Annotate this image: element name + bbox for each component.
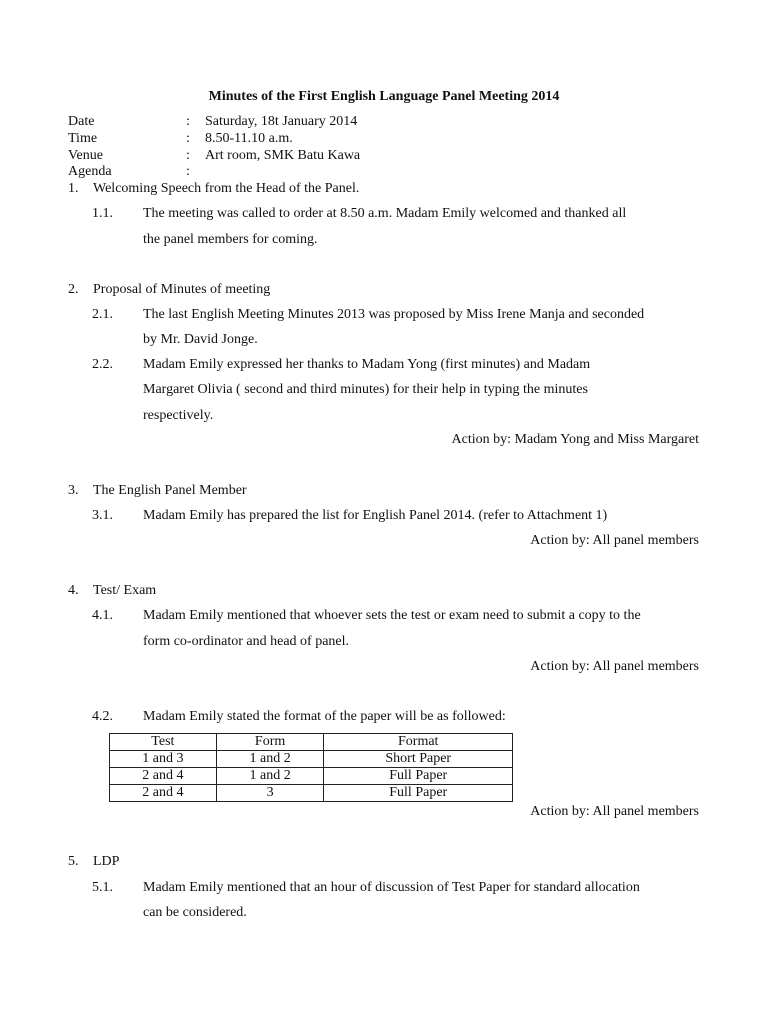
section-title: LDP bbox=[93, 854, 120, 869]
item-line: the panel members for coming. bbox=[143, 232, 318, 247]
item-number: 2.1. bbox=[92, 307, 113, 322]
table-cell: 2 and 4 bbox=[110, 785, 217, 802]
table-cell: 1 and 3 bbox=[110, 751, 217, 768]
item-line: Madam Emily has prepared the list for English Panel 2014. (refer to Attachment 1) bbox=[143, 508, 608, 523]
action-by: Action by: All panel members bbox=[530, 533, 699, 548]
action-by: Action by: All panel members bbox=[530, 804, 699, 819]
item-line: respectively. bbox=[143, 408, 214, 423]
item-number: 4.1. bbox=[92, 608, 113, 623]
table-cell: 1 and 2 bbox=[216, 751, 324, 768]
table-row bbox=[110, 751, 513, 768]
table-cell: Full Paper bbox=[324, 768, 513, 785]
section-title: Proposal of Minutes of meeting bbox=[93, 282, 271, 297]
item-line: by Mr. David Jonge. bbox=[143, 332, 258, 347]
date-label: Date bbox=[68, 114, 95, 129]
paper-format-table bbox=[109, 733, 513, 802]
venue-label: Venue bbox=[68, 148, 103, 163]
item-number: 2.2. bbox=[92, 357, 113, 372]
date-value: Saturday, 18t January 2014 bbox=[205, 114, 358, 129]
date-colon: : bbox=[186, 114, 190, 129]
item-number: 4.2. bbox=[92, 709, 113, 724]
time-label: Time bbox=[68, 131, 98, 146]
item-number: 5.1. bbox=[92, 880, 113, 895]
document-title: Minutes of the First English Language Panel Meeting 2014 bbox=[208, 89, 560, 104]
item-line: Margaret Olivia ( second and third minutes) for their help in typing the minutes bbox=[143, 382, 588, 397]
section-number: 1. bbox=[68, 181, 79, 196]
table-header-row bbox=[110, 734, 513, 751]
section-title: Test/ Exam bbox=[93, 583, 157, 598]
time-colon: : bbox=[186, 131, 190, 146]
section-number: 5. bbox=[68, 854, 79, 869]
venue-value: Art room, SMK Batu Kawa bbox=[205, 148, 361, 163]
item-line: Madam Emily mentioned that whoever sets the test or exam need to submit a copy to the bbox=[143, 608, 641, 623]
item-line: The meeting was called to order at 8.50 a.m. Madam Emily welcomed and thanked all bbox=[143, 206, 627, 221]
time-value: 8.50-11.10 a.m. bbox=[205, 131, 293, 146]
item-number: 3.1. bbox=[92, 508, 113, 523]
item-line: The last English Meeting Minutes 2013 was proposed by Miss Irene Manja and seconded bbox=[143, 307, 645, 322]
table-row bbox=[110, 768, 513, 785]
table-cell: 2 and 4 bbox=[110, 768, 217, 785]
table-header-cell: Form bbox=[216, 734, 324, 751]
section-number: 3. bbox=[68, 483, 79, 498]
table-header-cell: Test bbox=[110, 734, 217, 751]
table-row bbox=[110, 785, 513, 802]
table-cell: 1 and 2 bbox=[216, 768, 324, 785]
item-line: Madam Emily expressed her thanks to Madam Yong (first minutes) and Madam bbox=[143, 357, 591, 372]
section-title: The English Panel Member bbox=[93, 483, 247, 498]
section-number: 2. bbox=[68, 282, 79, 297]
agenda-label: Agenda bbox=[68, 164, 112, 179]
table-cell: 3 bbox=[216, 785, 324, 802]
section-title: Welcoming Speech from the Head of the Panel. bbox=[93, 181, 360, 196]
table-header-cell: Format bbox=[324, 734, 513, 751]
table-cell: Full Paper bbox=[324, 785, 513, 802]
item-line: Madam Emily mentioned that an hour of discussion of Test Paper for standard allocation bbox=[143, 880, 640, 895]
venue-colon: : bbox=[186, 148, 190, 163]
table-cell: Short Paper bbox=[324, 751, 513, 768]
action-by: Action by: All panel members bbox=[530, 659, 699, 674]
item-line: Madam Emily stated the format of the paper will be as followed: bbox=[143, 709, 506, 724]
agenda-colon: : bbox=[186, 164, 190, 179]
item-number: 1.1. bbox=[92, 206, 113, 221]
section-number: 4. bbox=[68, 583, 79, 598]
action-by: Action by: Madam Yong and Miss Margaret bbox=[451, 432, 699, 447]
item-line: can be considered. bbox=[143, 905, 247, 920]
item-line: form co-ordinator and head of panel. bbox=[143, 634, 350, 649]
